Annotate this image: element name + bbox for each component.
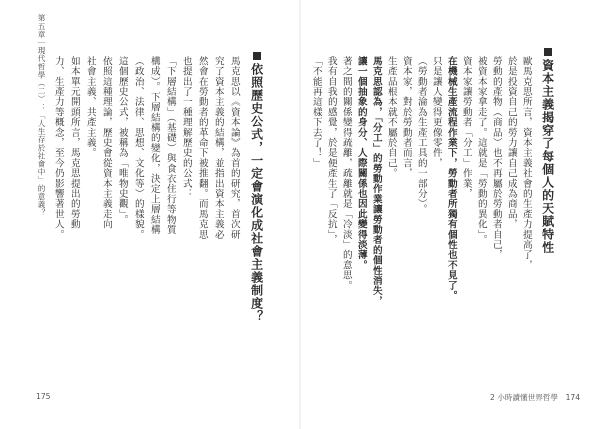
- body-column: 究了資本主義的結構，並指出資本主義必: [212, 56, 224, 240]
- body-column: 「不能再這樣下去了！」: [310, 56, 322, 169]
- bold-column: 在機械生產流程作業下，勞動者所獨有個性也不見了。: [445, 56, 457, 301]
- heading-marker-icon: [544, 48, 552, 56]
- body-column: 「下層結構」（基礎）與食衣住行等物質: [164, 56, 176, 235]
- running-head: 第五章｜現代哲學（二）：「人生存於社會中」的意義？: [37, 14, 46, 217]
- body-column: 構成）。下層結構的變化，決定上層結構: [148, 56, 160, 235]
- section-heading-right: [538, 48, 557, 254]
- heading-text: 依照歷史公式，一定會演化成社會主義制度？: [249, 63, 264, 323]
- body-column: 這個歷史公式，被稱為「唯物史觀」。: [116, 56, 128, 225]
- body-column: 也提出了一種理解歷史的公式：: [180, 56, 192, 199]
- bold-column: 讓一個抽象的身分、人際關係也因此變得淡薄。: [355, 56, 367, 271]
- body-column: 我有自我的感覺，於是便產生了「反抗」，: [325, 56, 337, 245]
- right-page: [300, 0, 600, 429]
- page-number-right: 2 小時讀懂世界哲學 174: [490, 393, 581, 402]
- body-column: （勞動者淪為生產工具的一部分）。: [415, 56, 427, 215]
- body-column: 依照這種理論，歷史會從資本主義走向: [100, 56, 112, 230]
- body-column: 只是讓人變得更像零件，: [430, 56, 442, 169]
- body-column: （政治、法律、思想、文化等）的樣貌。: [132, 56, 144, 240]
- body-column: 勞動的產物（商品）也不再屬於勞動者自己，: [490, 56, 502, 260]
- bold-column: 馬克思認為，「分工」的勞動作業讓勞動者的個性消失，: [370, 56, 382, 307]
- section-heading-left: [247, 52, 266, 323]
- body-column: 生產品根本就不屬於自己。: [385, 56, 397, 179]
- body-column: 力、生產力等概念，至今仍影響著世人。: [52, 56, 64, 240]
- page-number-left: 175: [36, 392, 51, 401]
- body-column: 被資本家拿走了。這就是「勞動的異化」。: [475, 56, 487, 245]
- body-column: 歐馬克思所言，資本主義社會的生產力提高了，: [520, 56, 532, 271]
- heading-marker-icon: [253, 52, 261, 60]
- body-column: 馬克思以《資本論》為首的研究，首次研: [228, 56, 240, 240]
- body-column: 社會主義、共產主義。: [84, 56, 96, 158]
- heading-text: 資本主義揭穿了每個人的天賦特性: [540, 59, 555, 254]
- body-column: 如本單元開頭所言，馬克思提出的勞動: [68, 56, 80, 230]
- body-column: 資本家讓勞動者「分工」作業，: [460, 56, 472, 199]
- body-column: 資本家，對於勞動者而言，: [400, 56, 412, 179]
- body-column: 著之間的關係變得疏離，疏離就是「冷淡」的意思。: [340, 56, 352, 291]
- body-column: 於是投資自己的勞力讓自己成為商品，: [505, 56, 517, 230]
- body-column: 然會在勞動者的革命下被推翻。而馬克思: [196, 56, 208, 240]
